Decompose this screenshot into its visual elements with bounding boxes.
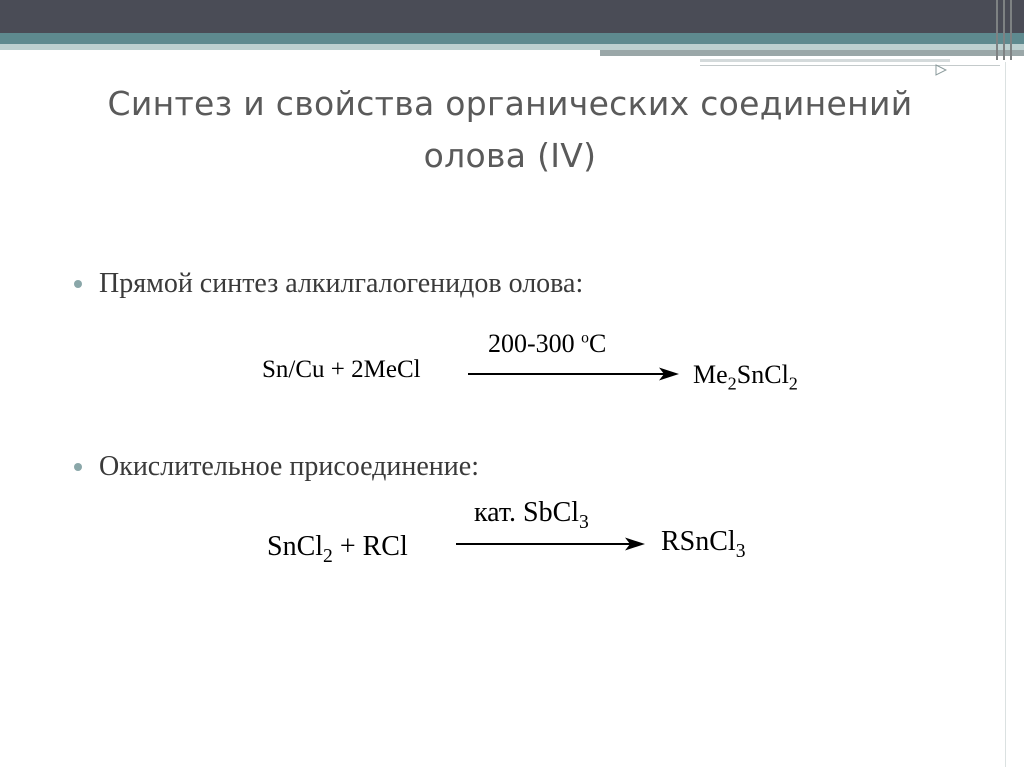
header-bar-grey: [600, 50, 1024, 56]
bullet-dot-icon: [74, 280, 82, 288]
reaction1-condition: 200-300 $^o$C: [488, 329, 607, 358]
bullet-text: Прямой синтез алкилгалогенидов олова:: [99, 268, 584, 299]
reaction2-catalyst: кат. SbCl$_3$: [474, 497, 589, 533]
bullet-text: Окислительное присоединение:: [99, 451, 479, 482]
header-bar-teal: [0, 33, 1024, 44]
reaction1-reactants: Sn/Cu + 2MeCl: [262, 356, 421, 383]
title-line-2: олова (IV): [423, 136, 597, 175]
reaction2-product: RSnCl$_3$: [661, 526, 746, 562]
header-edge-line: [1010, 0, 1012, 60]
reaction2-arrow-icon: [456, 536, 646, 552]
corner-triangle-icon: [935, 64, 947, 76]
reaction1-product: $Me_2SnCl_2$: [693, 360, 798, 394]
reaction2-reactants: SnCl$_2$ + RCl: [267, 531, 408, 567]
title-line-1: Синтез и свойства органических соединений: [107, 84, 913, 123]
bullet-dot-icon: [74, 463, 82, 471]
header-edge-line: [996, 0, 998, 60]
reaction1-arrow-icon: [468, 366, 680, 382]
header-stripe: [700, 65, 1000, 66]
slide-title: [60, 78, 960, 182]
slide-frame-right: [1005, 62, 1006, 767]
header-edge-line: [1003, 0, 1005, 60]
header-bar-dark: [0, 0, 1024, 33]
header-stripe: [700, 59, 950, 62]
